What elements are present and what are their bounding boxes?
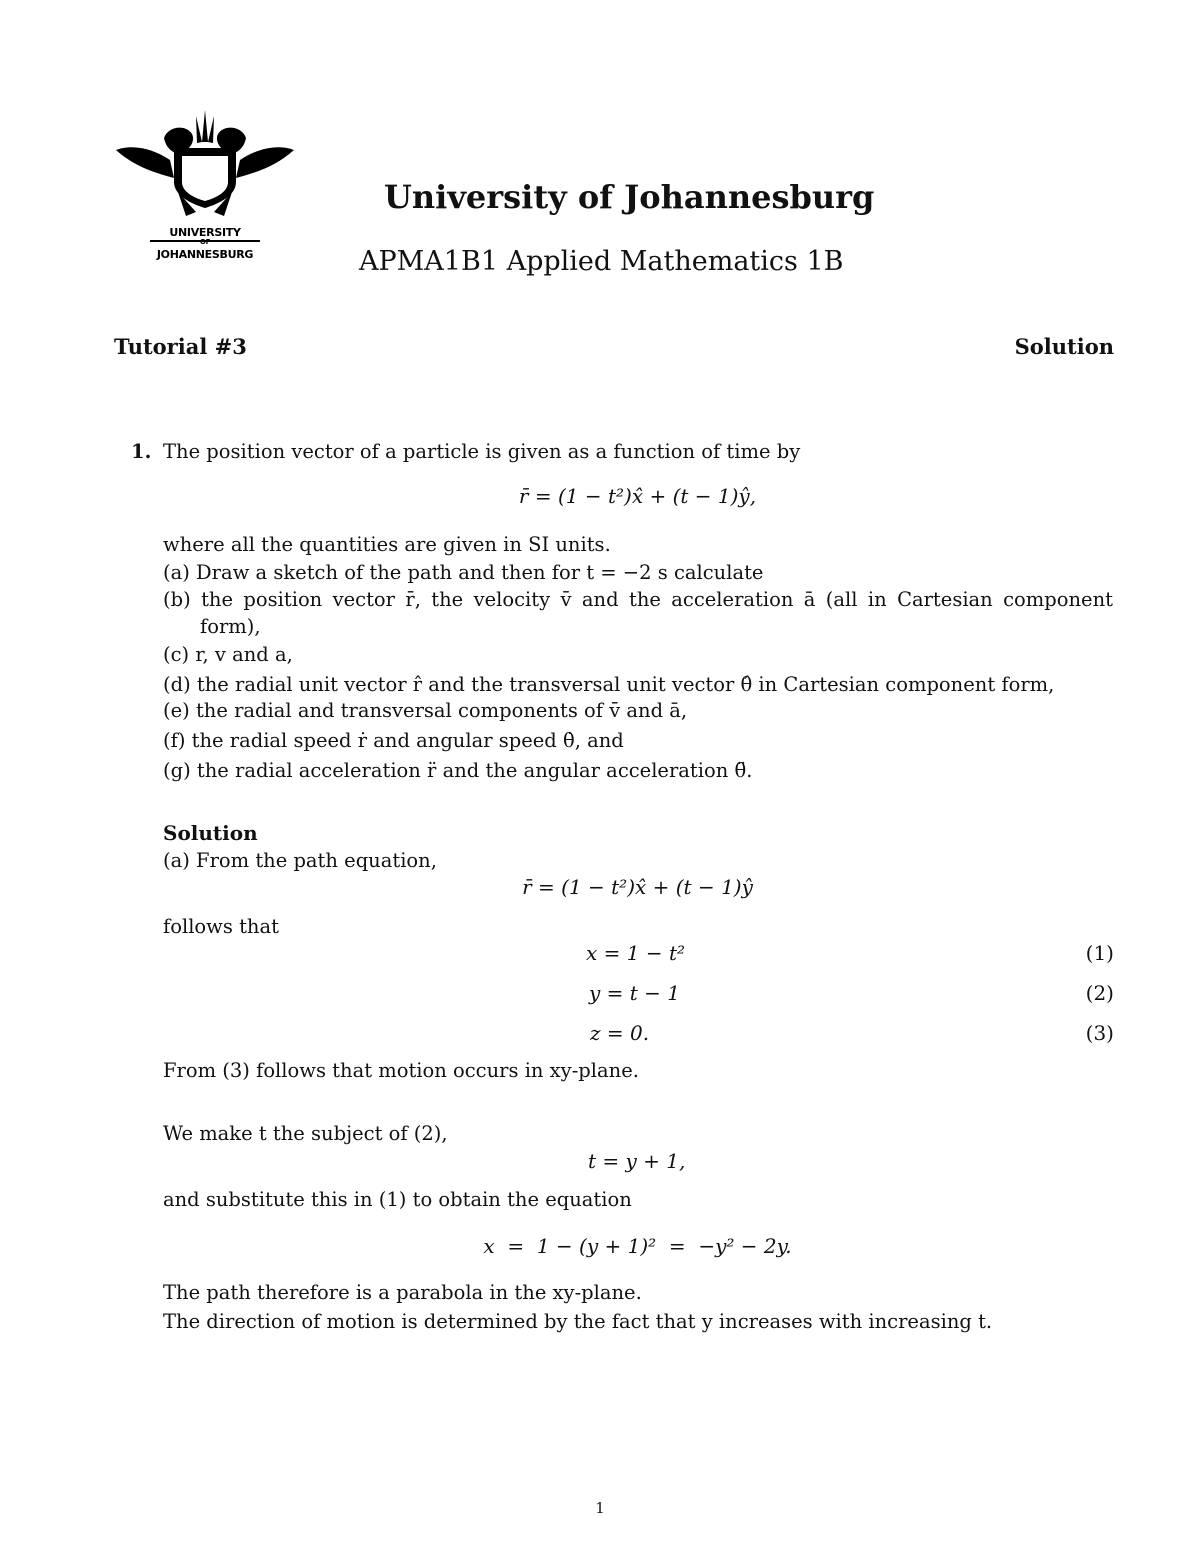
solution-a-equation: r̄ = (1 − t²)x̂ + (t − 1)ŷ	[522, 875, 753, 899]
problem-units-note: where all the quantities are given in SI units.	[163, 533, 611, 556]
equation-3: z = 0.	[590, 1021, 650, 1045]
equation-1: x = 1 − t²	[586, 941, 686, 965]
course-title: APMA1B1 Applied Mathematics 1B	[359, 246, 844, 277]
problem-part-a: (a) Draw a sketch of the path and then for t = −2 s calculate	[163, 561, 764, 584]
solution-subject-note: We make t the subject of (2),	[163, 1122, 448, 1145]
equation-3-number: (3)	[1085, 1021, 1114, 1045]
university-logo	[112, 108, 298, 268]
page-number: 1	[595, 1499, 605, 1517]
problem-part-b: (b) the position vector r̄, the velocity v̄ and the acceleration ā (all in Cartesian component	[163, 588, 1113, 611]
solution-tag: Solution	[1014, 334, 1114, 359]
solution-direction-note: The direction of motion is determined by the fact that y increases with increasing t.	[163, 1310, 993, 1333]
solution-t-equation: t = y + 1,	[588, 1149, 686, 1173]
solution-substitute-note: and substitute this in (1) to obtain the equation	[163, 1188, 632, 1211]
logo-text-university: UNIVERSITY	[169, 226, 241, 239]
equation-1-number: (1)	[1085, 941, 1114, 965]
equation-2: y = t − 1	[589, 981, 681, 1005]
problem-part-g: (g) the radial acceleration r̈ and the angular acceleration θ̈.	[163, 759, 753, 782]
problem-part-d: (d) the radial unit vector r̂ and the transversal unit vector θ̂ in Cartesian component form,	[163, 673, 1055, 696]
solution-path-equation: x = 1 − (y + 1)² = −y² − 2y.	[483, 1234, 792, 1258]
problem-part-c: (c) r, v and a,	[163, 643, 293, 666]
solution-parabola-note: The path therefore is a parabola in the xy-plane.	[163, 1281, 642, 1304]
solution-follows: follows that	[163, 915, 279, 938]
logo-emblem-icon	[112, 108, 298, 218]
problem-part-b-cont: form),	[200, 615, 261, 638]
problem-number: 1.	[131, 440, 152, 463]
university-title: University of Johannesburg	[384, 178, 875, 216]
solution-heading: Solution	[163, 821, 258, 845]
logo-text-johannesburg: JOHANNESBURG	[156, 248, 254, 261]
problem-main-equation: r̄ = (1 − t²)x̂ + (t − 1)ŷ,	[518, 484, 757, 508]
problem-intro: The position vector of a particle is given as a function of time by	[163, 440, 801, 463]
solution-plane-note: From (3) follows that motion occurs in xy-plane.	[163, 1059, 639, 1082]
equation-2-number: (2)	[1085, 981, 1114, 1005]
tutorial-label: Tutorial #3	[114, 334, 247, 359]
logo-text-of: OF	[199, 238, 211, 246]
problem-part-e: (e) the radial and transversal components of v̄ and ā,	[163, 699, 688, 722]
solution-a-intro: (a) From the path equation,	[163, 849, 437, 872]
problem-part-f: (f) the radial speed ṙ and angular speed θ̇, and	[163, 729, 624, 752]
